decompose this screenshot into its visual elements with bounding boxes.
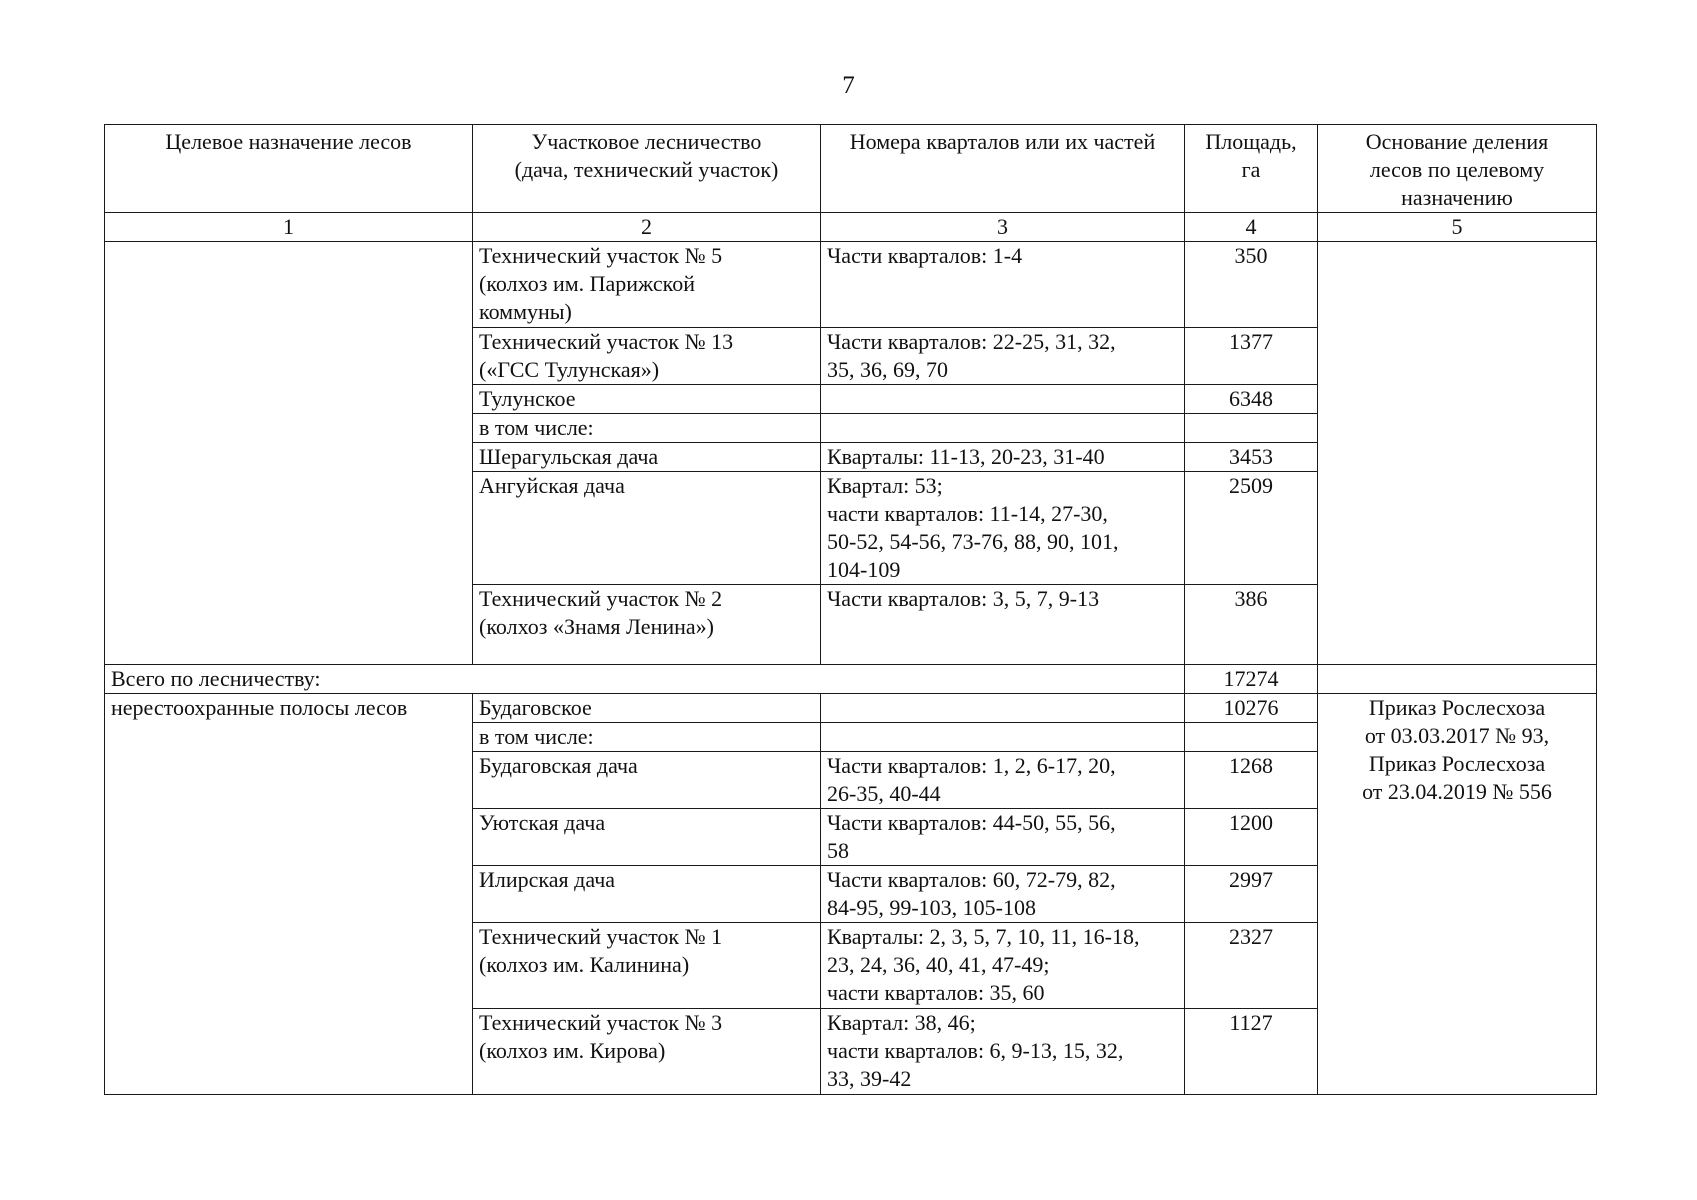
- quarters-cell: Части кварталов: 1, 2, 6-17, 20, 26-35, 40-44: [821, 752, 1185, 809]
- forestry-name: в том числе:: [473, 414, 821, 443]
- area-cell: 350: [1185, 242, 1318, 328]
- area-cell: 1268: [1185, 752, 1318, 809]
- quarters-cell: Квартал: 38, 46; части кварталов: 6, 9-13, 15, 32, 33, 39-42: [821, 1009, 1185, 1095]
- forestry-name: Уютская дача: [473, 809, 821, 866]
- area-cell: 1200: [1185, 809, 1318, 866]
- area-cell: 2997: [1185, 866, 1318, 923]
- table-row: [105, 242, 1597, 328]
- area-cell: [1185, 723, 1318, 752]
- area-cell: 2327: [1185, 923, 1318, 1009]
- header-area: Площадь, га: [1185, 125, 1318, 213]
- header-forestry: Участковое лесничество (дача, технический участок): [473, 125, 821, 213]
- header-purpose: Целевое назначение лесов: [105, 125, 473, 213]
- quarters-cell: Части кварталов: 1-4: [821, 242, 1185, 328]
- area-cell: 10276: [1185, 694, 1318, 723]
- forestry-name: Технический участок № 2 (колхоз «Знамя Ленина»): [473, 585, 821, 665]
- purpose-cell: нерестоохранные полосы лесов: [105, 694, 473, 1095]
- area-cell: [1185, 414, 1318, 443]
- forestry-name: Ангуйская дача: [473, 472, 821, 585]
- column-number-row: [105, 213, 1597, 242]
- quarters-cell: Кварталы: 11-13, 20-23, 31-40: [821, 443, 1185, 472]
- forestry-name: Тулунское: [473, 385, 821, 414]
- column-number: 4: [1185, 213, 1318, 242]
- forestry-name: Будаговское: [473, 694, 821, 723]
- page-number: 7: [842, 72, 855, 99]
- quarters-cell: Кварталы: 2, 3, 5, 7, 10, 11, 16-18, 23, 24, 36, 40, 41, 47-49; части кварталов: 35, 60: [821, 923, 1185, 1009]
- area-cell: 6348: [1185, 385, 1318, 414]
- forestry-name: Технический участок № 3 (колхоз им. Кирова): [473, 1009, 821, 1095]
- column-number: 5: [1318, 213, 1597, 242]
- basis-cell: Приказ Рослесхоза от 03.03.2017 № 93, Приказ Рослесхоза от 23.04.2019 № 556: [1318, 694, 1597, 1095]
- forestry-name: Технический участок № 13 («ГСС Тулунская»): [473, 328, 821, 385]
- total-row: [105, 665, 1597, 694]
- forestry-name: Шерагульская дача: [473, 443, 821, 472]
- quarters-cell: Квартал: 53; части кварталов: 11-14, 27-30, 50-52, 54-56, 73-76, 88, 90, 101, 104-109: [821, 472, 1185, 585]
- area-cell: 3453: [1185, 443, 1318, 472]
- column-number: 2: [473, 213, 821, 242]
- quarters-cell: [821, 723, 1185, 752]
- total-label: Всего по лесничеству:: [105, 665, 1185, 694]
- quarters-cell: [821, 414, 1185, 443]
- area-cell: 386: [1185, 585, 1318, 665]
- area-cell: 2509: [1185, 472, 1318, 585]
- area-cell: 1377: [1185, 328, 1318, 385]
- forestry-name: Будаговская дача: [473, 752, 821, 809]
- header-quarters: Номера кварталов или их частей: [821, 125, 1185, 213]
- column-number: 1: [105, 213, 473, 242]
- forest-purpose-table: [104, 124, 1597, 1095]
- forestry-name: Технический участок № 1 (колхоз им. Калинина): [473, 923, 821, 1009]
- table-row: [105, 694, 1597, 723]
- area-cell: 1127: [1185, 1009, 1318, 1095]
- basis-cell-empty: [1318, 242, 1597, 665]
- quarters-cell: Части кварталов: 22-25, 31, 32, 35, 36, 69, 70: [821, 328, 1185, 385]
- quarters-cell: [821, 694, 1185, 723]
- quarters-cell: Части кварталов: 60, 72-79, 82, 84-95, 99-103, 105-108: [821, 866, 1185, 923]
- header-basis: Основание деления лесов по целевому назначению: [1318, 125, 1597, 213]
- forestry-name: Илирская дача: [473, 866, 821, 923]
- quarters-cell: Части кварталов: 44-50, 55, 56, 58: [821, 809, 1185, 866]
- quarters-cell: Части кварталов: 3, 5, 7, 9-13: [821, 585, 1185, 665]
- quarters-cell: [821, 385, 1185, 414]
- column-number: 3: [821, 213, 1185, 242]
- total-basis-empty: [1318, 665, 1597, 694]
- total-area: 17274: [1185, 665, 1318, 694]
- forestry-name: Технический участок № 5 (колхоз им. Парижской коммуны): [473, 242, 821, 328]
- forestry-name: в том числе:: [473, 723, 821, 752]
- table-header-row: [105, 125, 1597, 213]
- purpose-cell-empty: [105, 242, 473, 665]
